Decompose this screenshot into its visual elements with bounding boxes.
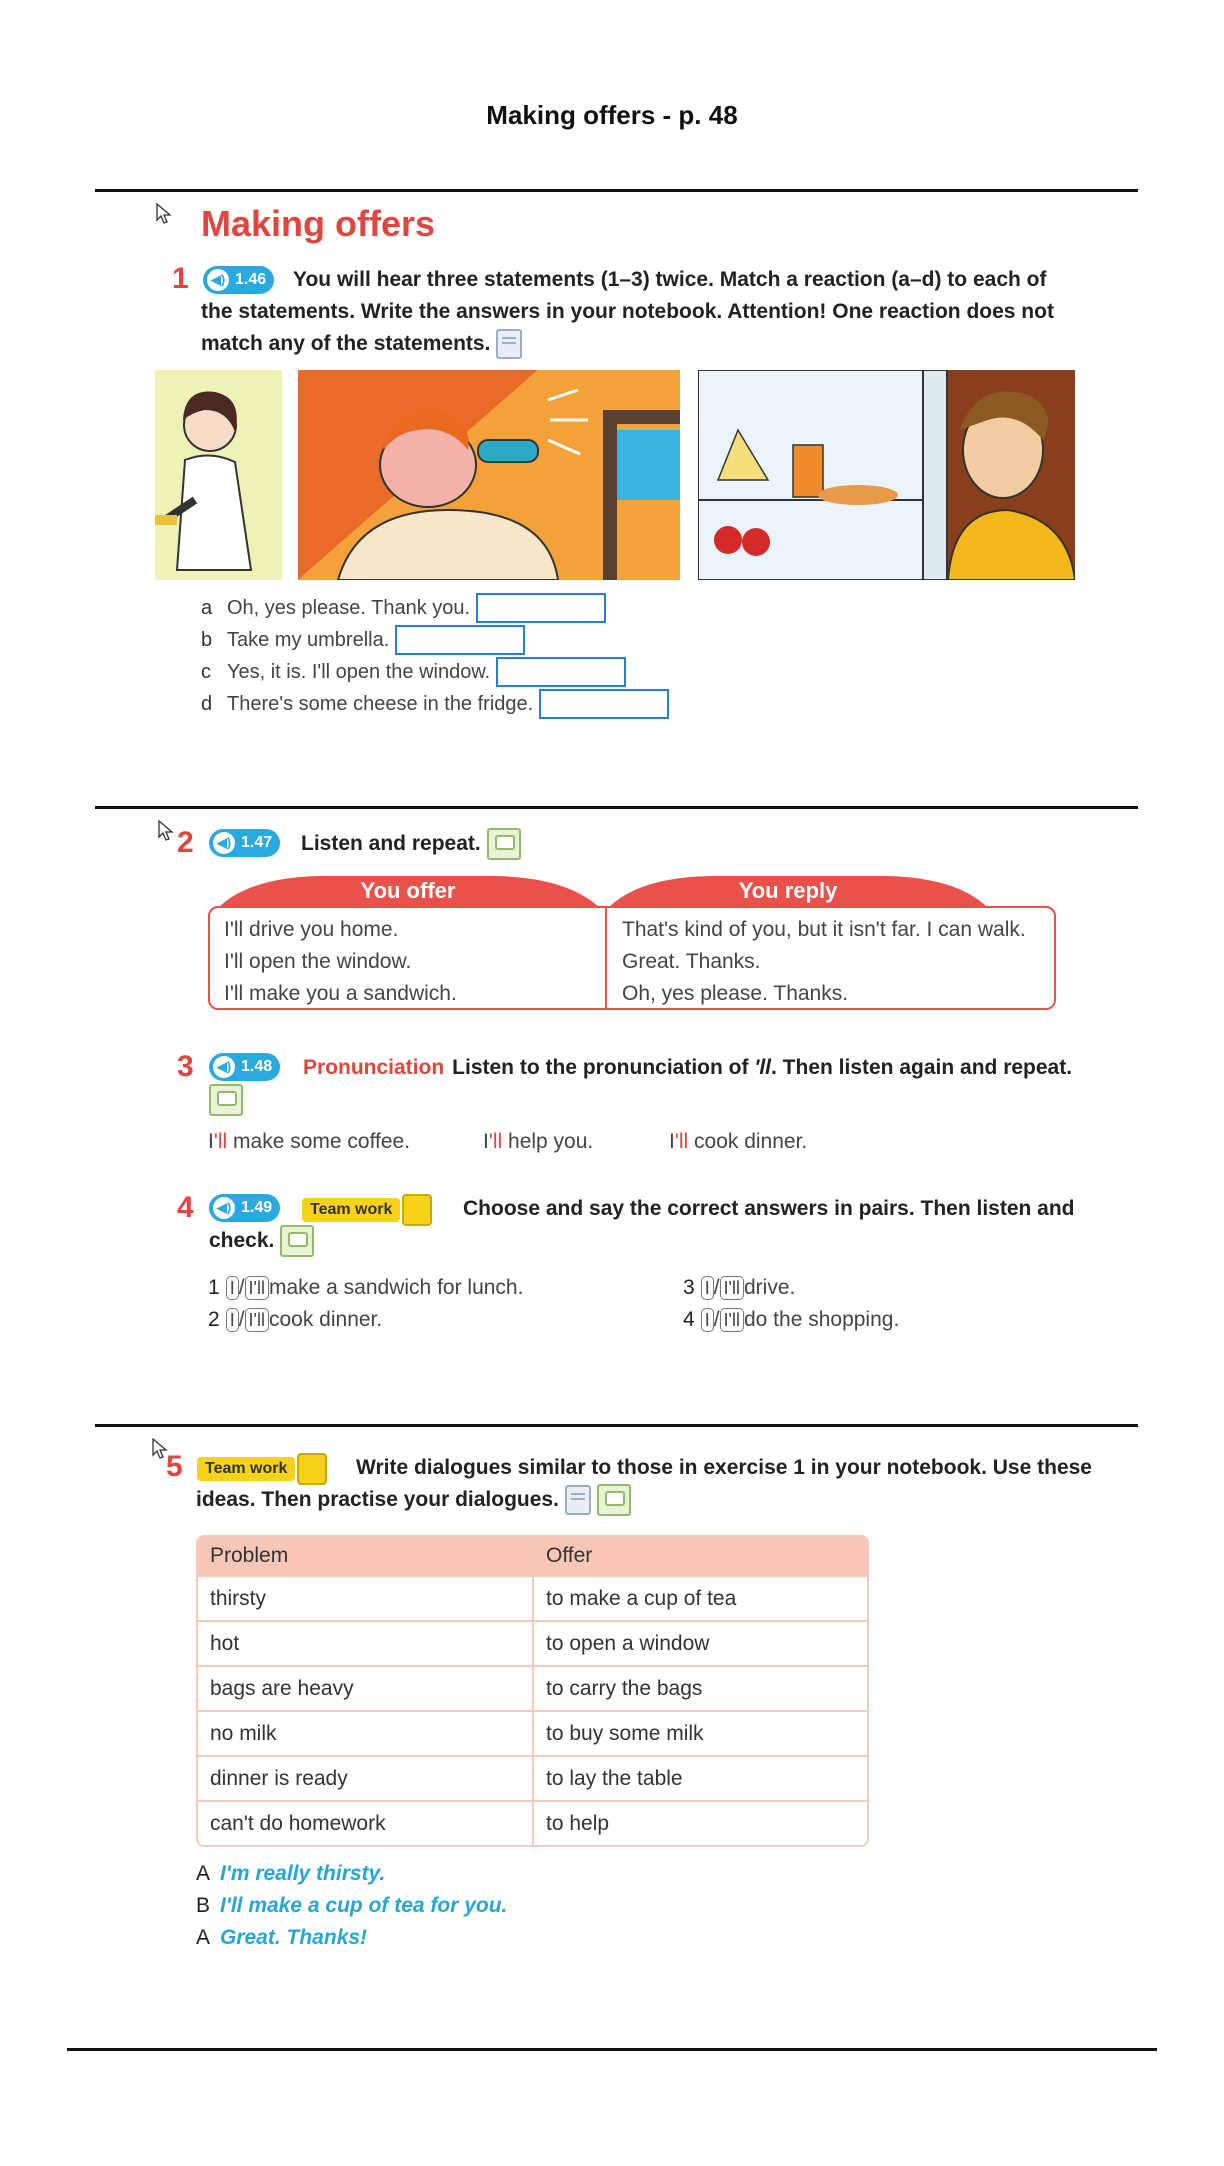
table-row: dinner is ready to lay the table xyxy=(198,1756,867,1801)
exercise-number: 3 xyxy=(177,1050,194,1083)
section-heading: Making offers xyxy=(201,203,436,244)
choice-option[interactable]: I xyxy=(701,1276,714,1300)
choice-option[interactable]: I'll xyxy=(720,1308,744,1332)
pronunciation-example: I'll help you. xyxy=(483,1130,594,1153)
table-row: hot to open a window xyxy=(198,1621,867,1666)
ideas-table xyxy=(196,1535,869,1847)
table-row: thirsty to make a cup of tea xyxy=(198,1576,867,1621)
notebook-icon xyxy=(496,329,522,359)
pronunciation-example: I'll cook dinner. xyxy=(669,1130,808,1153)
offer-line: I'll make you a sandwich. xyxy=(224,982,457,1005)
offer-line: I'll drive you home. xyxy=(224,918,399,941)
answer-input-d[interactable] xyxy=(539,689,669,719)
speaking-icon xyxy=(487,828,521,860)
choice-option[interactable]: I'll xyxy=(720,1276,744,1300)
speaking-icon xyxy=(280,1225,314,1257)
you-reply-label: You reply xyxy=(738,878,838,903)
team-work-badge: Team work xyxy=(302,1198,400,1222)
answer-input-b[interactable] xyxy=(395,625,525,655)
illustration-hot-man-with-fan xyxy=(298,370,680,580)
exercise-number: 2 xyxy=(177,826,194,859)
speaker-icon: ◀) xyxy=(213,1197,235,1219)
exercise-number: 5 xyxy=(166,1450,183,1483)
pronunciation-label: Pronunciation xyxy=(303,1056,445,1079)
pronunciation-example: I'll make some coffee. xyxy=(208,1130,411,1153)
reaction-option-c: c Yes, it is. I'll open the window. xyxy=(201,656,669,688)
speaking-icon xyxy=(597,1484,631,1516)
offer-reply-table xyxy=(208,906,1056,1010)
offer-line: I'll open the window. xyxy=(224,950,412,973)
answer-input-c[interactable] xyxy=(496,657,626,687)
speaking-icon xyxy=(209,1084,243,1116)
illustration-man-at-fridge xyxy=(698,370,1075,580)
speaker-icon: ◀) xyxy=(213,1056,235,1078)
exercise-number: 1 xyxy=(172,262,189,295)
choice-item: 4 I / I'll do the shopping. xyxy=(683,1308,900,1331)
audio-track-button[interactable]: ◀) 1.49 xyxy=(209,1194,280,1222)
choice-option[interactable]: I'll xyxy=(245,1308,269,1332)
reply-line: That's kind of you, but it isn't far. I can walk. xyxy=(622,918,1026,941)
table-row: can't do homework to help xyxy=(198,1801,867,1845)
exercise-number: 4 xyxy=(177,1191,194,1224)
team-work-badge: Team work xyxy=(197,1457,295,1481)
speaker-icon: ◀) xyxy=(213,832,235,854)
mouse-cursor-icon xyxy=(156,203,174,225)
divider xyxy=(95,806,1138,809)
choice-option[interactable]: I'll xyxy=(245,1276,269,1300)
choice-option[interactable]: I xyxy=(226,1308,239,1332)
choice-item: 1 I / I'll make a sandwich for lunch. xyxy=(208,1276,524,1299)
reaction-option-a: a Oh, yes please. Thank you. xyxy=(201,592,669,624)
exercise-instruction: Pronunciation Listen to the pronunciation of 'll. Then listen again and repeat. xyxy=(209,1052,1089,1116)
table-row: no milk to buy some milk xyxy=(198,1711,867,1756)
reply-line: Great. Thanks. xyxy=(622,950,761,973)
notebook-icon xyxy=(565,1485,591,1515)
choice-item: 2 I / I'll cook dinner. xyxy=(208,1308,383,1331)
illustration-woman-with-umbrella xyxy=(155,370,282,580)
exercise-instruction: You will hear three statements (1–3) twice. Match a reaction (a–d) to each of the statements. Write the answers in your notebook. Attention! One reaction does not match any of the statements. xyxy=(201,264,1081,360)
dialogue-line: A I'm really thirsty. xyxy=(196,1862,386,1885)
divider xyxy=(95,1424,1138,1427)
answer-input-a[interactable] xyxy=(476,593,606,623)
you-offer-label: You offer xyxy=(360,878,456,903)
table-header-offer: Offer xyxy=(533,1537,867,1576)
choice-item: 3 I / I'll drive. xyxy=(683,1276,796,1299)
audio-track-button[interactable]: ◀) 1.48 xyxy=(209,1053,280,1081)
exercise-instruction: Choose and say the correct answers in pairs. Then listen and check. xyxy=(209,1193,1089,1257)
audio-track-button[interactable]: ◀) 1.46 xyxy=(203,266,274,294)
mouse-cursor-icon xyxy=(158,820,176,842)
page-title: Making offers - p. 48 xyxy=(486,100,738,130)
table-row: bags are heavy to carry the bags xyxy=(198,1666,867,1711)
exercise-instruction: Listen and repeat. xyxy=(301,832,481,855)
exercise-instruction: Write dialogues similar to those in exercise 1 in your notebook. Use these ideas. Then practise your dialogues. xyxy=(196,1452,1096,1516)
audio-track-button[interactable]: ◀) 1.47 xyxy=(209,829,280,857)
dialogue-line: B I'll make a cup of tea for you. xyxy=(196,1894,508,1917)
reaction-option-b: b Take my umbrella. xyxy=(201,624,669,656)
table-header-problem: Problem xyxy=(198,1537,533,1576)
dialogue-line: A Great. Thanks! xyxy=(196,1926,368,1949)
choice-option[interactable]: I xyxy=(226,1276,239,1300)
choice-option[interactable]: I xyxy=(701,1308,714,1332)
speaker-icon: ◀) xyxy=(207,269,229,291)
divider xyxy=(95,189,1138,192)
reply-line: Oh, yes please. Thanks. xyxy=(622,982,849,1005)
reaction-option-d: d There's some cheese in the fridge. xyxy=(201,688,669,720)
divider xyxy=(67,2048,1157,2051)
